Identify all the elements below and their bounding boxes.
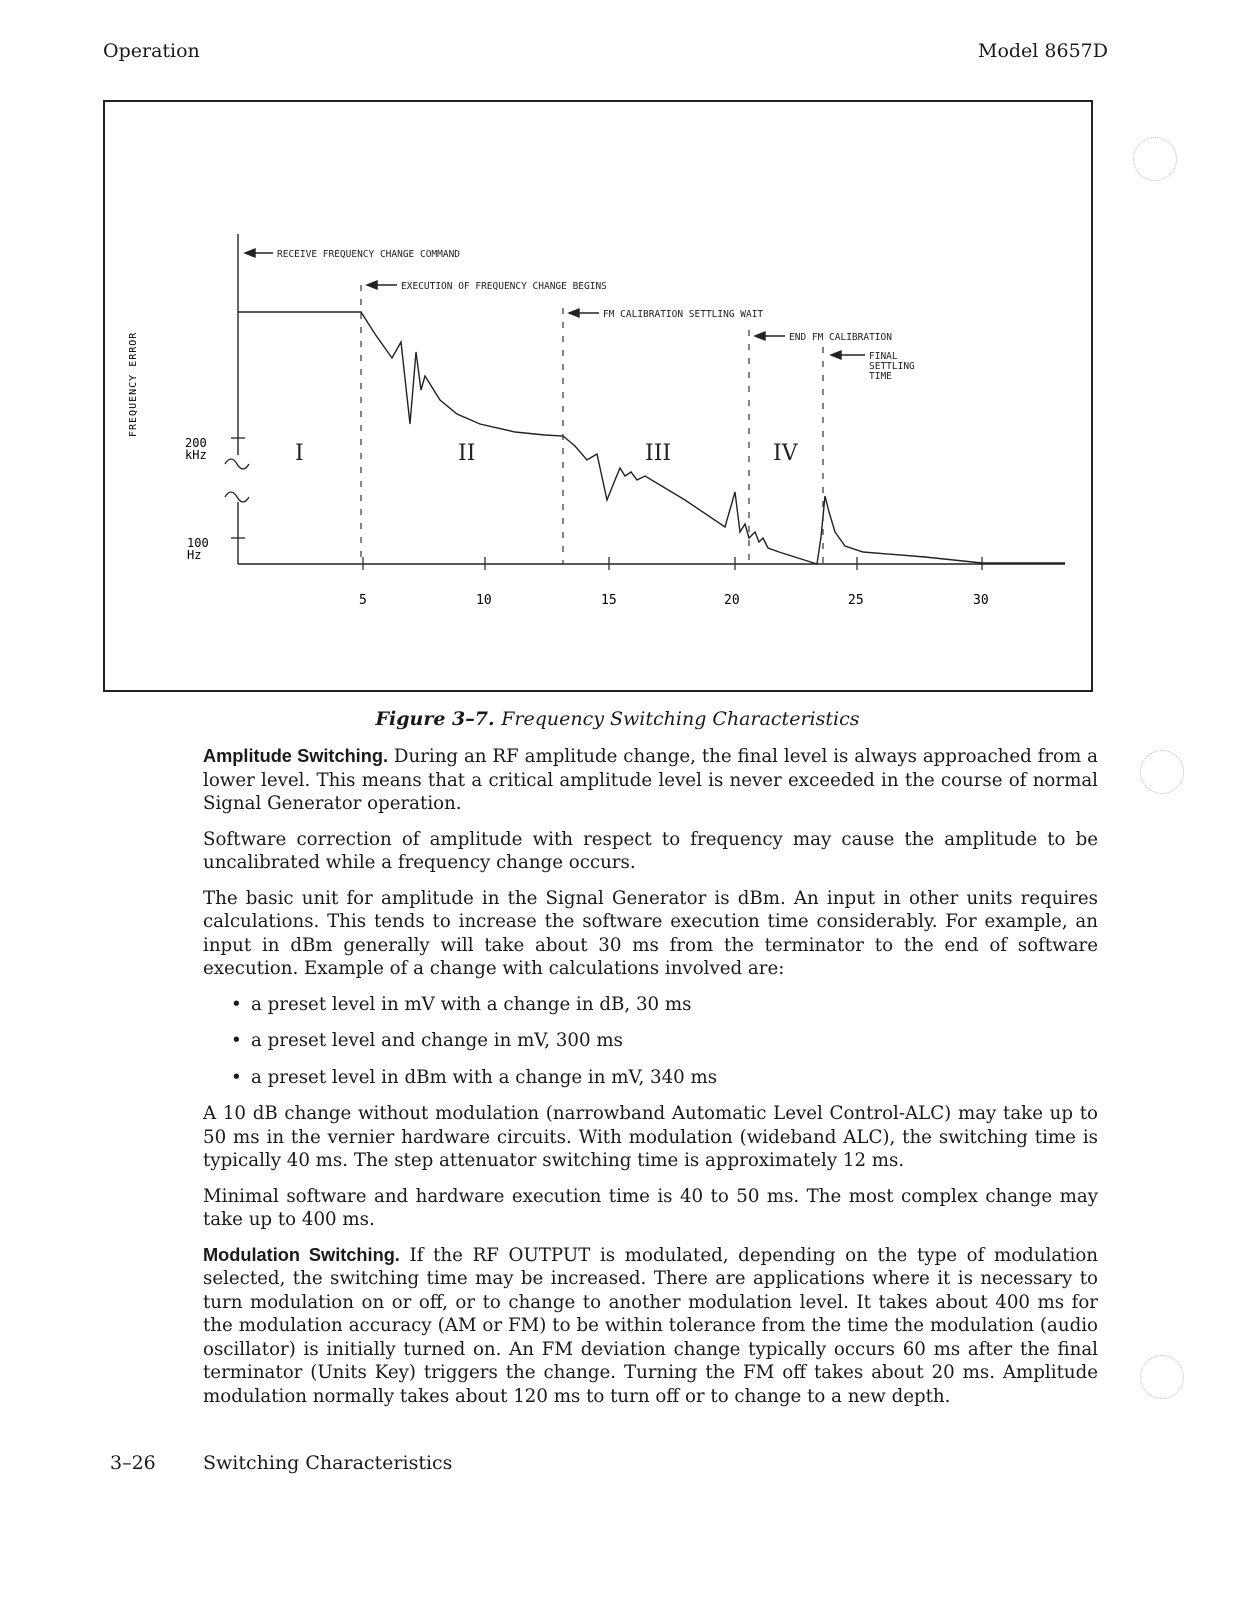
paragraph-basic-unit: The basic unit for amplitude in the Signal Generator is dBm. An input in other units requires calculations. This tends to increase the software execution time considerably. For example, an input in dBm generally will take about 30 ms from the terminator to the end of software execution. Example of a change with calculations involved are:	[203, 887, 1098, 979]
x-tick-label: 10	[476, 593, 492, 608]
y-tick-unit-khz: kHz	[185, 448, 207, 462]
region-label-4: IV	[773, 441, 798, 466]
annotation-final-2: SETTLING	[869, 361, 915, 372]
x-tick-label: 20	[724, 593, 740, 608]
paragraph-10db-change: A 10 dB change without modulation (narrowband Automatic Level Control-ALC) may take up to 50 ms in the vernier hardware circuits. With modulation (wideband ALC), the switching time is typically 40 ms. The step attenuator switching time is approximately 12 ms.	[203, 1103, 1098, 1171]
figure-caption-title: Frequency Switching Characteristics	[501, 708, 860, 730]
punch-hole-mark	[1133, 137, 1177, 181]
y-axis-label: FREQUENCY ERROR	[128, 331, 139, 437]
paragraph-text: If the RF OUTPUT is modulated, depending on the type of modulation selected, the switching time may be increased. There are applications where it is necessary to turn modulation on or off, or to change to another modulation level. It takes about 400 ms for the modulation accuracy (AM or FM) to be within tolerance from the time the modulation (audio oscillator) is initially turned on. An FM deviation change typically occurs 60 ms after the final terminator (Units Key) triggers the change. Turning the FM off takes about 20 ms. Amplitude modulation normally takes about 120 ms to turn off or to change to a new depth.	[203, 1244, 1098, 1407]
annotation-final-1: FINAL	[869, 351, 898, 362]
arrowhead	[831, 351, 841, 359]
body-text	[203, 745, 1098, 1420]
y-tick-label-200: 200	[185, 436, 207, 450]
y-tick-label-100: 100	[187, 536, 209, 550]
region-label-1: I	[295, 441, 304, 466]
paragraph-text: During an RF amplitude change, the final level is always approached from a lower level. This means that a critical amplitude level is never exceeded in the course of normal Signal Generator operation.	[203, 746, 1098, 814]
x-tick-label: 30	[973, 593, 989, 608]
annotation-end-fm: END FM CALIBRATION	[789, 332, 892, 343]
axis-break-mark	[225, 492, 249, 502]
paragraph-minimal-execution: Minimal software and hardware execution time is 40 to 50 ms. The most complex change may take up to 400 ms.	[203, 1185, 1098, 1230]
paragraph-software-correction: Software correction of amplitude with respect to frequency may cause the amplitude to be uncalibrated while a frequency change occurs.	[203, 828, 1098, 873]
paragraph-amplitude-switching	[203, 745, 1098, 816]
figure-caption-label: Figure 3–7.	[375, 708, 495, 730]
arrowhead	[245, 249, 255, 257]
annotation-execution: EXECUTION OF FREQUENCY CHANGE BEGINS	[401, 281, 607, 292]
footer-section-title: Switching Characteristics	[203, 1452, 453, 1474]
punch-hole-mark	[1140, 1355, 1184, 1399]
running-header-section: Operation	[103, 40, 200, 62]
annotation-fm-cal: FM CALIBRATION SETTLING WAIT	[603, 309, 764, 320]
paragraph-modulation-switching	[203, 1244, 1098, 1409]
arrowhead	[755, 332, 765, 340]
page-number: 3–26	[110, 1452, 156, 1474]
x-tick-label: 15	[601, 593, 617, 608]
annotation-receive: RECEIVE FREQUENCY CHANGE COMMAND	[277, 249, 461, 260]
heading-modulation-switching: Modulation Switching.	[203, 1244, 400, 1265]
frequency-switching-diagram	[105, 102, 1095, 694]
annotation-final-3: TIME	[869, 371, 892, 382]
running-header-model: Model 8657D	[977, 40, 1108, 62]
x-tick-label: 5	[359, 593, 367, 608]
arrowhead	[367, 281, 377, 289]
figure-caption	[0, 708, 1235, 730]
arrowhead	[569, 309, 579, 317]
list-item: • a preset level in dBm with a change in mV, 340 ms	[231, 1066, 1098, 1090]
axis-break-mark	[225, 459, 249, 469]
heading-amplitude-switching: Amplitude Switching.	[203, 746, 389, 766]
list-item: • a preset level and change in mV, 300 ms	[231, 1029, 1098, 1053]
list-item: • a preset level in mV with a change in dB, 30 ms	[231, 993, 1098, 1017]
frequency-error-curve	[238, 312, 1065, 564]
figure-frequency-switching	[103, 100, 1093, 692]
x-tick-label: 25	[848, 593, 864, 608]
y-tick-unit-hz: Hz	[187, 548, 202, 562]
region-label-3: III	[645, 441, 672, 466]
bullet-list	[203, 993, 1098, 1090]
punch-hole-mark	[1140, 750, 1184, 794]
region-label-2: II	[458, 441, 476, 466]
